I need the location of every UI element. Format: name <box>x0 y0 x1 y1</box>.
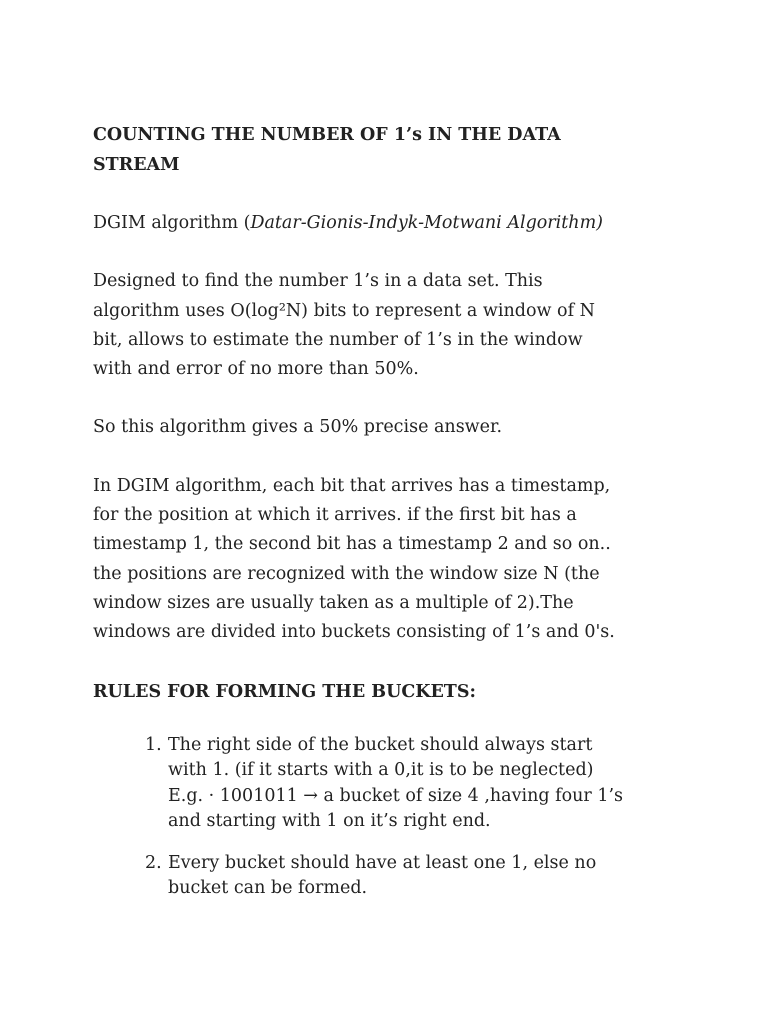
list-number: 2. <box>145 852 162 873</box>
list-item <box>93 733 683 835</box>
document-page <box>93 120 683 918</box>
document-title <box>93 120 683 180</box>
list-number: 1. <box>145 734 162 755</box>
paragraph-line: the positions are recognized with the window size N (the <box>93 563 600 584</box>
paragraph-line: timestamp 1, the second bit has a timestamp 2 and so on.. <box>93 534 611 555</box>
paragraph-line: In DGIM algorithm, each bit that arrives has a timestamp, <box>93 475 611 496</box>
dgim-definition <box>93 209 683 238</box>
paragraph-line: with and error of no more than 50%. <box>93 359 419 380</box>
title-line: COUNTING THE NUMBER OF 1’s IN THE DATA <box>93 125 561 145</box>
list-line: and starting with 1 on it’s right end. <box>168 811 491 832</box>
paragraph-line: algorithm uses O(log²N) bits to represent a window of N <box>93 300 595 321</box>
list-line: E.g. · 1001011 → a bucket of size 4 ,having four 1’s <box>168 785 624 806</box>
paragraph-design <box>93 267 683 384</box>
rules-heading: RULES FOR FORMING THE BUCKETS: <box>93 681 476 702</box>
paragraph-precision: So this algorithm gives a 50% precise answer. <box>93 417 503 438</box>
title-line: STREAM <box>93 155 180 175</box>
list-item <box>93 851 683 902</box>
list-line: bucket can be formed. <box>168 878 368 899</box>
paragraph-line: Designed to find the number 1’s in a data set. This <box>93 271 543 292</box>
paragraph-line: bit, allows to estimate the number of 1’s in the window <box>93 329 583 350</box>
paragraph-line: for the position at which it arrives. if the first bit has a <box>93 505 577 526</box>
paragraph-line: windows are divided into buckets consisting of 1’s and 0's. <box>93 622 615 643</box>
paragraph-timestamps <box>93 472 683 648</box>
dgim-expansion: Datar-Gionis-Indyk-Motwani Algorithm) <box>250 213 603 233</box>
list-line: with 1. (if it starts with a 0,it is to be neglected) <box>168 760 594 781</box>
paragraph-line: window sizes are usually taken as a multiple of 2).The <box>93 592 574 613</box>
list-line: Every bucket should have at least one 1, else no <box>168 852 597 873</box>
rules-list <box>93 733 683 902</box>
dgim-prefix: DGIM algorithm ( <box>93 213 251 233</box>
list-line: The right side of the bucket should always start <box>168 734 593 755</box>
